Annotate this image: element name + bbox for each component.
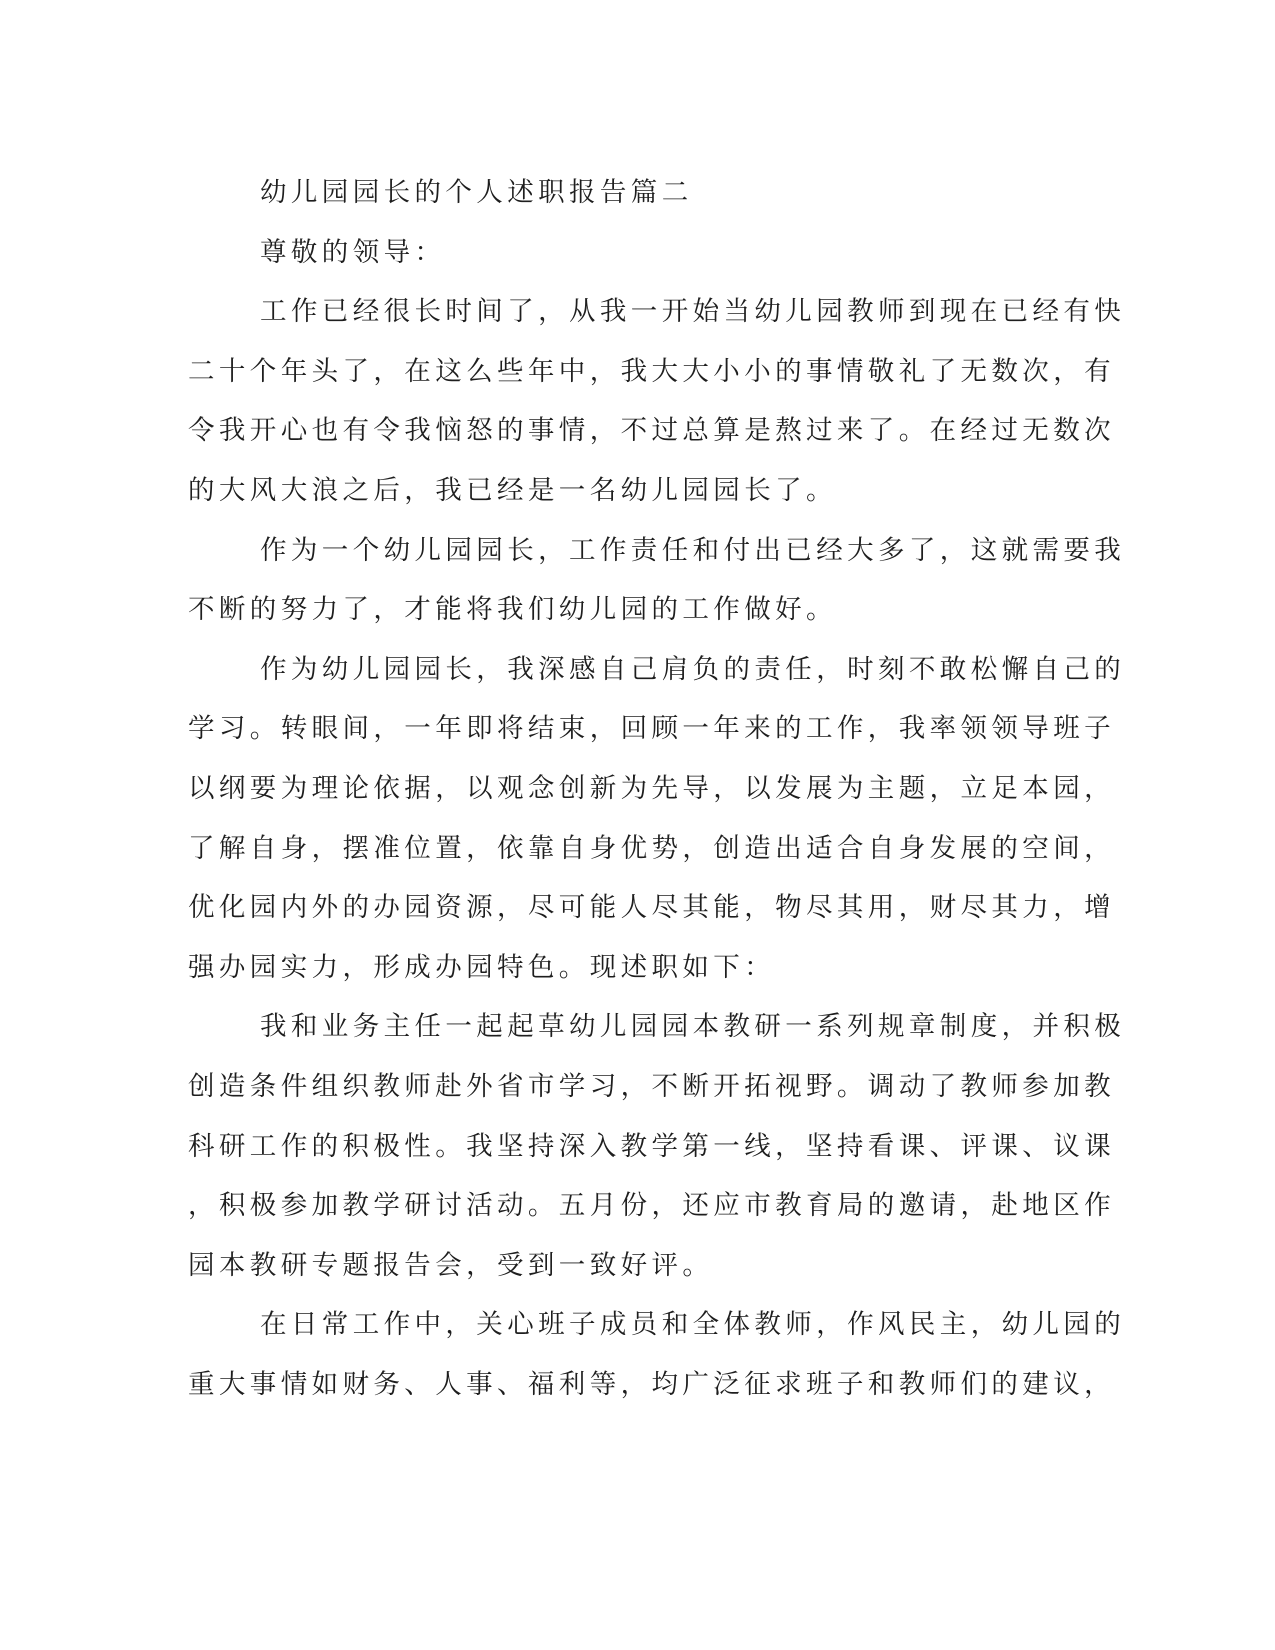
paragraph-line: 不断的努力了，才能将我们幼儿园的工作做好。 <box>188 594 837 626</box>
paragraph-line: 工作已经很长时间了，从我一开始当幼儿园教师到现在已经有快 <box>260 296 1126 328</box>
paragraph-line: 以纲要为理论依据，以观念创新为先导，以发展为主题，立足本园， <box>188 772 1115 804</box>
document-body <box>188 163 1126 1414</box>
paragraph-line: 重大事情如财务、人事、福利等，均广泛征求班子和教师们的建议， <box>188 1368 1115 1400</box>
paragraph-line: 学习。转眼间，一年即将结束，回顾一年来的工作，我率领领导班子 <box>188 713 1115 745</box>
paragraph-line: 作为一个幼儿园园长，工作责任和付出已经大多了，这就需要我 <box>260 534 1126 566</box>
paragraph-line: 优化园内外的办园资源，尽可能人尽其能，物尽其用，财尽其力，增 <box>188 892 1115 924</box>
paragraph-line: 了解自身，摆准位置，依靠自身优势，创造出适合自身发展的空间， <box>188 832 1115 864</box>
paragraph-line: 园本教研专题报告会，受到一致好评。 <box>188 1249 714 1281</box>
salutation: 尊敬的领导： <box>260 236 446 268</box>
paragraph-line: 令我开心也有令我恼怒的事情，不过总算是熬过来了。在经过无数次 <box>188 415 1115 447</box>
paragraph-line: 我和业务主任一起起草幼儿园园本教研一系列规章制度，并积极 <box>260 1011 1126 1043</box>
paragraph-line: 科研工作的积极性。我坚持深入教学第一线，坚持看课、评课、议课 <box>188 1130 1115 1162</box>
paragraph-line: ，积极参加教学研讨活动。五月份，还应市教育局的邀请，赴地区作 <box>188 1190 1115 1222</box>
document-title: 幼儿园园长的个人述职报告篇二 <box>260 177 693 208</box>
paragraph-line: 在日常工作中，关心班子成员和全体教师，作风民主，幼儿园的 <box>260 1309 1126 1341</box>
paragraph-line: 创造条件组织教师赴外省市学习，不断开拓视野。调动了教师参加教 <box>188 1070 1115 1102</box>
paragraph-line: 的大风大浪之后，我已经是一名幼儿园园长了。 <box>188 474 837 506</box>
paragraph-line: 二十个年头了，在这么些年中，我大大小小的事情敬礼了无数次，有 <box>188 355 1115 387</box>
paragraph-line: 作为幼儿园园长，我深感自己肩负的责任，时刻不敢松懈自己的 <box>260 653 1126 685</box>
paragraph-line: 强办园实力，形成办园特色。现述职如下： <box>188 951 776 983</box>
